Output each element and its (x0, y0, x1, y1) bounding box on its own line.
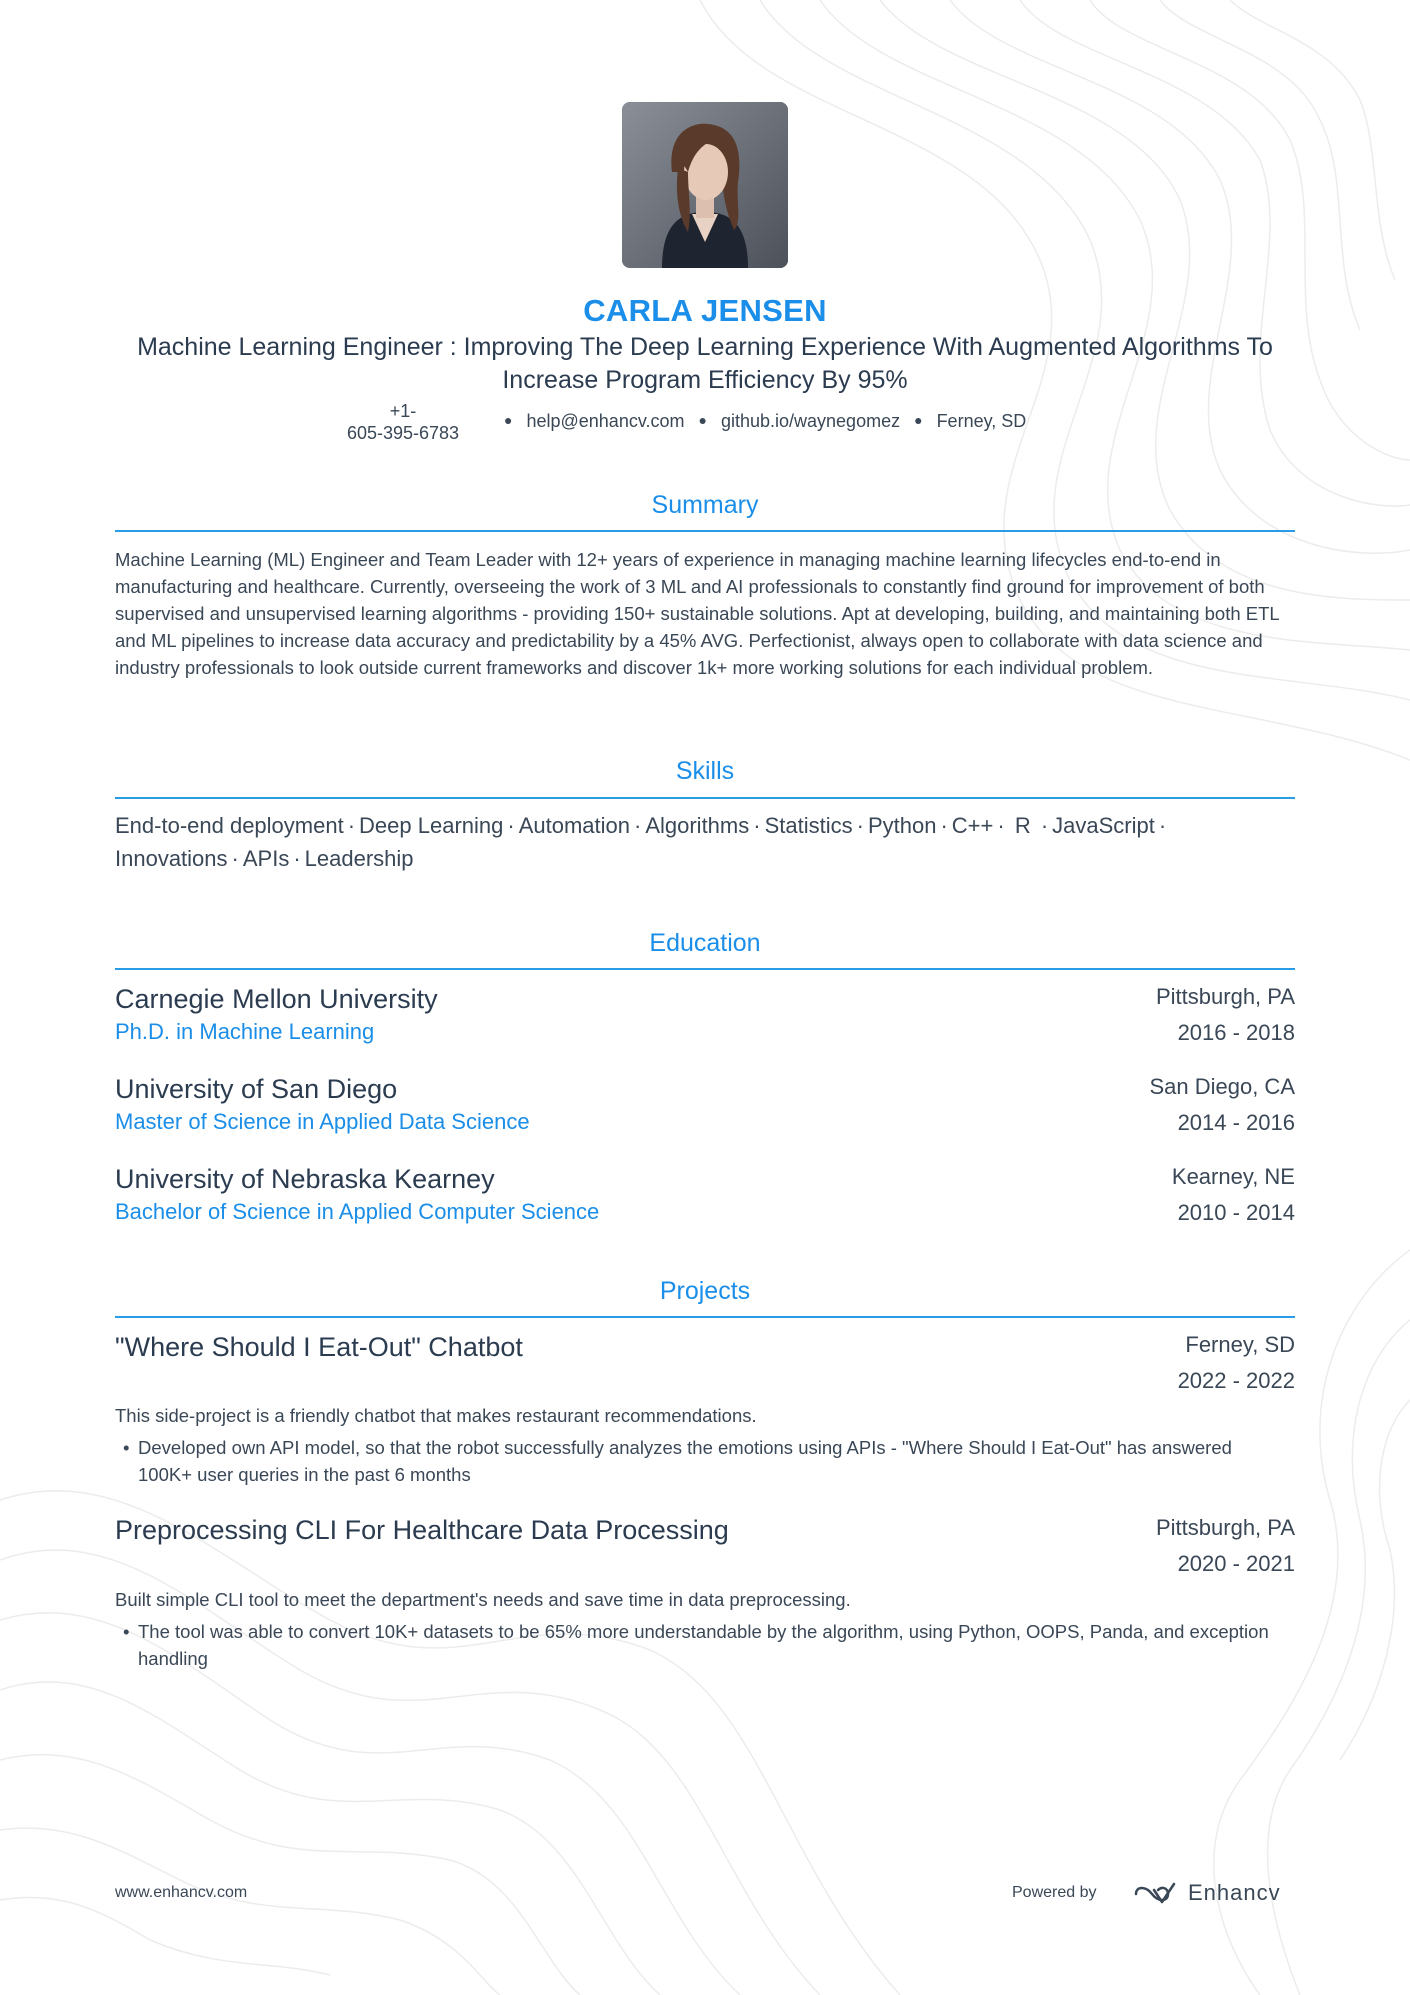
email-link[interactable]: help@enhancv.com (526, 411, 685, 431)
project-dates: 2022 - 2022 (1177, 1368, 1295, 1393)
enhancv-logo-icon (1132, 1880, 1178, 1908)
degree: Bachelor of Science in Applied Computer Science (115, 1199, 600, 1224)
location: Ferney, SD (936, 411, 1027, 431)
education-dates: 2016 - 2018 (1177, 1020, 1295, 1045)
project-description: This side-project is a friendly chatbot that makes restaurant recommendations. (115, 1405, 757, 1426)
phone-line-1: +1- (389, 401, 417, 421)
skill-item: Statistics (764, 813, 853, 838)
contact-info (115, 400, 1295, 446)
project-description: Built simple CLI tool to meet the department's needs and save time in data preprocessing. (115, 1589, 851, 1610)
profile-photo (622, 102, 788, 268)
skill-item: Deep Learning (359, 813, 504, 838)
skill-item: Innovations (115, 846, 228, 871)
skill-item: Automation (518, 813, 630, 838)
skills-heading: Skills (675, 757, 735, 785)
website-link[interactable]: github.io/waynegomez (720, 411, 901, 431)
avatar (622, 102, 788, 268)
school-name: University of San Diego (115, 1074, 398, 1104)
footer-website[interactable]: www.enhancv.com (115, 1884, 248, 1901)
degree: Master of Science in Applied Data Science (115, 1109, 530, 1134)
candidate-name: CARLA JENSEN (583, 293, 827, 328)
contact-line (490, 411, 1026, 432)
project-bullet: • Developed own API model, so that the robot successfully analyzes the emotions using APIs - "Where Should I Eat-Out" has answered 100K+ user queries in the past 6 months (123, 1434, 1283, 1488)
education-dates: 2010 - 2014 (1177, 1200, 1295, 1225)
summary-text: Machine Learning (ML) Engineer and Team Leader with 12+ years of experience in managing machine learning lifecycles end-to-end in manufacturing and healthcare. Currently, overseeing the work of 3 ML and AI professionals to constantly find ground for improvement of both supervised and unsupervised learning algorithms - providing 150+ sustainable solutions. Apt at developing, building, and maintaining both ETL and ML pipelines to increase data accuracy and predictability by a 45% AVG. Perfectionist, always open to collaborate with data science and industry professionals to look outside current frameworks and discover 1k+ more working solutions for each individual problem. (115, 549, 1280, 678)
education-heading: Education (649, 929, 761, 957)
project-name: "Where Should I Eat-Out" Chatbot (115, 1332, 523, 1362)
summary-heading: Summary (651, 491, 759, 519)
separator-dot-icon: ● (914, 412, 923, 428)
projects-divider (115, 1316, 1295, 1318)
summary-divider (115, 530, 1295, 532)
skills-list: End-to-end deployment · Deep Learning · Automation · Algorithms · Statistics · Python · C++ · R · JavaScript · Innovations · APIs · Leadership (115, 813, 1167, 871)
enhancv-brand-name: Enhancv (1188, 1880, 1281, 1905)
school-name: University of Nebraska Kearney (115, 1164, 495, 1194)
project-location: Ferney, SD (1185, 1332, 1295, 1357)
skill-item: C++ (951, 813, 994, 838)
education-divider (115, 968, 1295, 970)
project-location: Pittsburgh, PA (1156, 1515, 1295, 1540)
skill-item: Python (867, 813, 937, 838)
separator-dot-icon: ● (504, 412, 513, 428)
education-location: Pittsburgh, PA (1156, 984, 1295, 1009)
skill-item: R (1014, 813, 1031, 838)
education-dates: 2014 - 2016 (1177, 1110, 1295, 1135)
footer-branding (1012, 1880, 1295, 1910)
education-location: San Diego, CA (1149, 1074, 1295, 1099)
candidate-headline: Machine Learning Engineer : Improving The Deep Learning Experience With Augmented Algorithms To Increase Program Efficiency By 95% (137, 333, 1273, 394)
skill-item: Leadership (304, 846, 414, 871)
skill-item: End-to-end deployment (115, 813, 344, 838)
separator-dot-icon: ● (698, 412, 707, 428)
phone-line-2: 605-395-6783 (346, 423, 460, 443)
school-name: Carnegie Mellon University (115, 984, 438, 1014)
project-name: Preprocessing CLI For Healthcare Data Processing (115, 1515, 729, 1545)
education-location: Kearney, NE (1171, 1164, 1295, 1189)
powered-by-label: Powered by (1012, 1884, 1097, 1901)
skill-item: JavaScript (1052, 813, 1155, 838)
project-bullet: • The tool was able to convert 10K+ datasets to be 65% more understandable by the algorithm, using Python, OOPS, Panda, and exception handling (123, 1618, 1283, 1672)
degree: Ph.D. in Machine Learning (115, 1019, 375, 1044)
project-dates: 2020 - 2021 (1177, 1551, 1295, 1576)
projects-heading: Projects (659, 1277, 751, 1305)
skills-divider (115, 797, 1295, 799)
phone[interactable] (333, 400, 473, 444)
skill-item: Algorithms (645, 813, 750, 838)
skill-item: APIs (242, 846, 290, 871)
